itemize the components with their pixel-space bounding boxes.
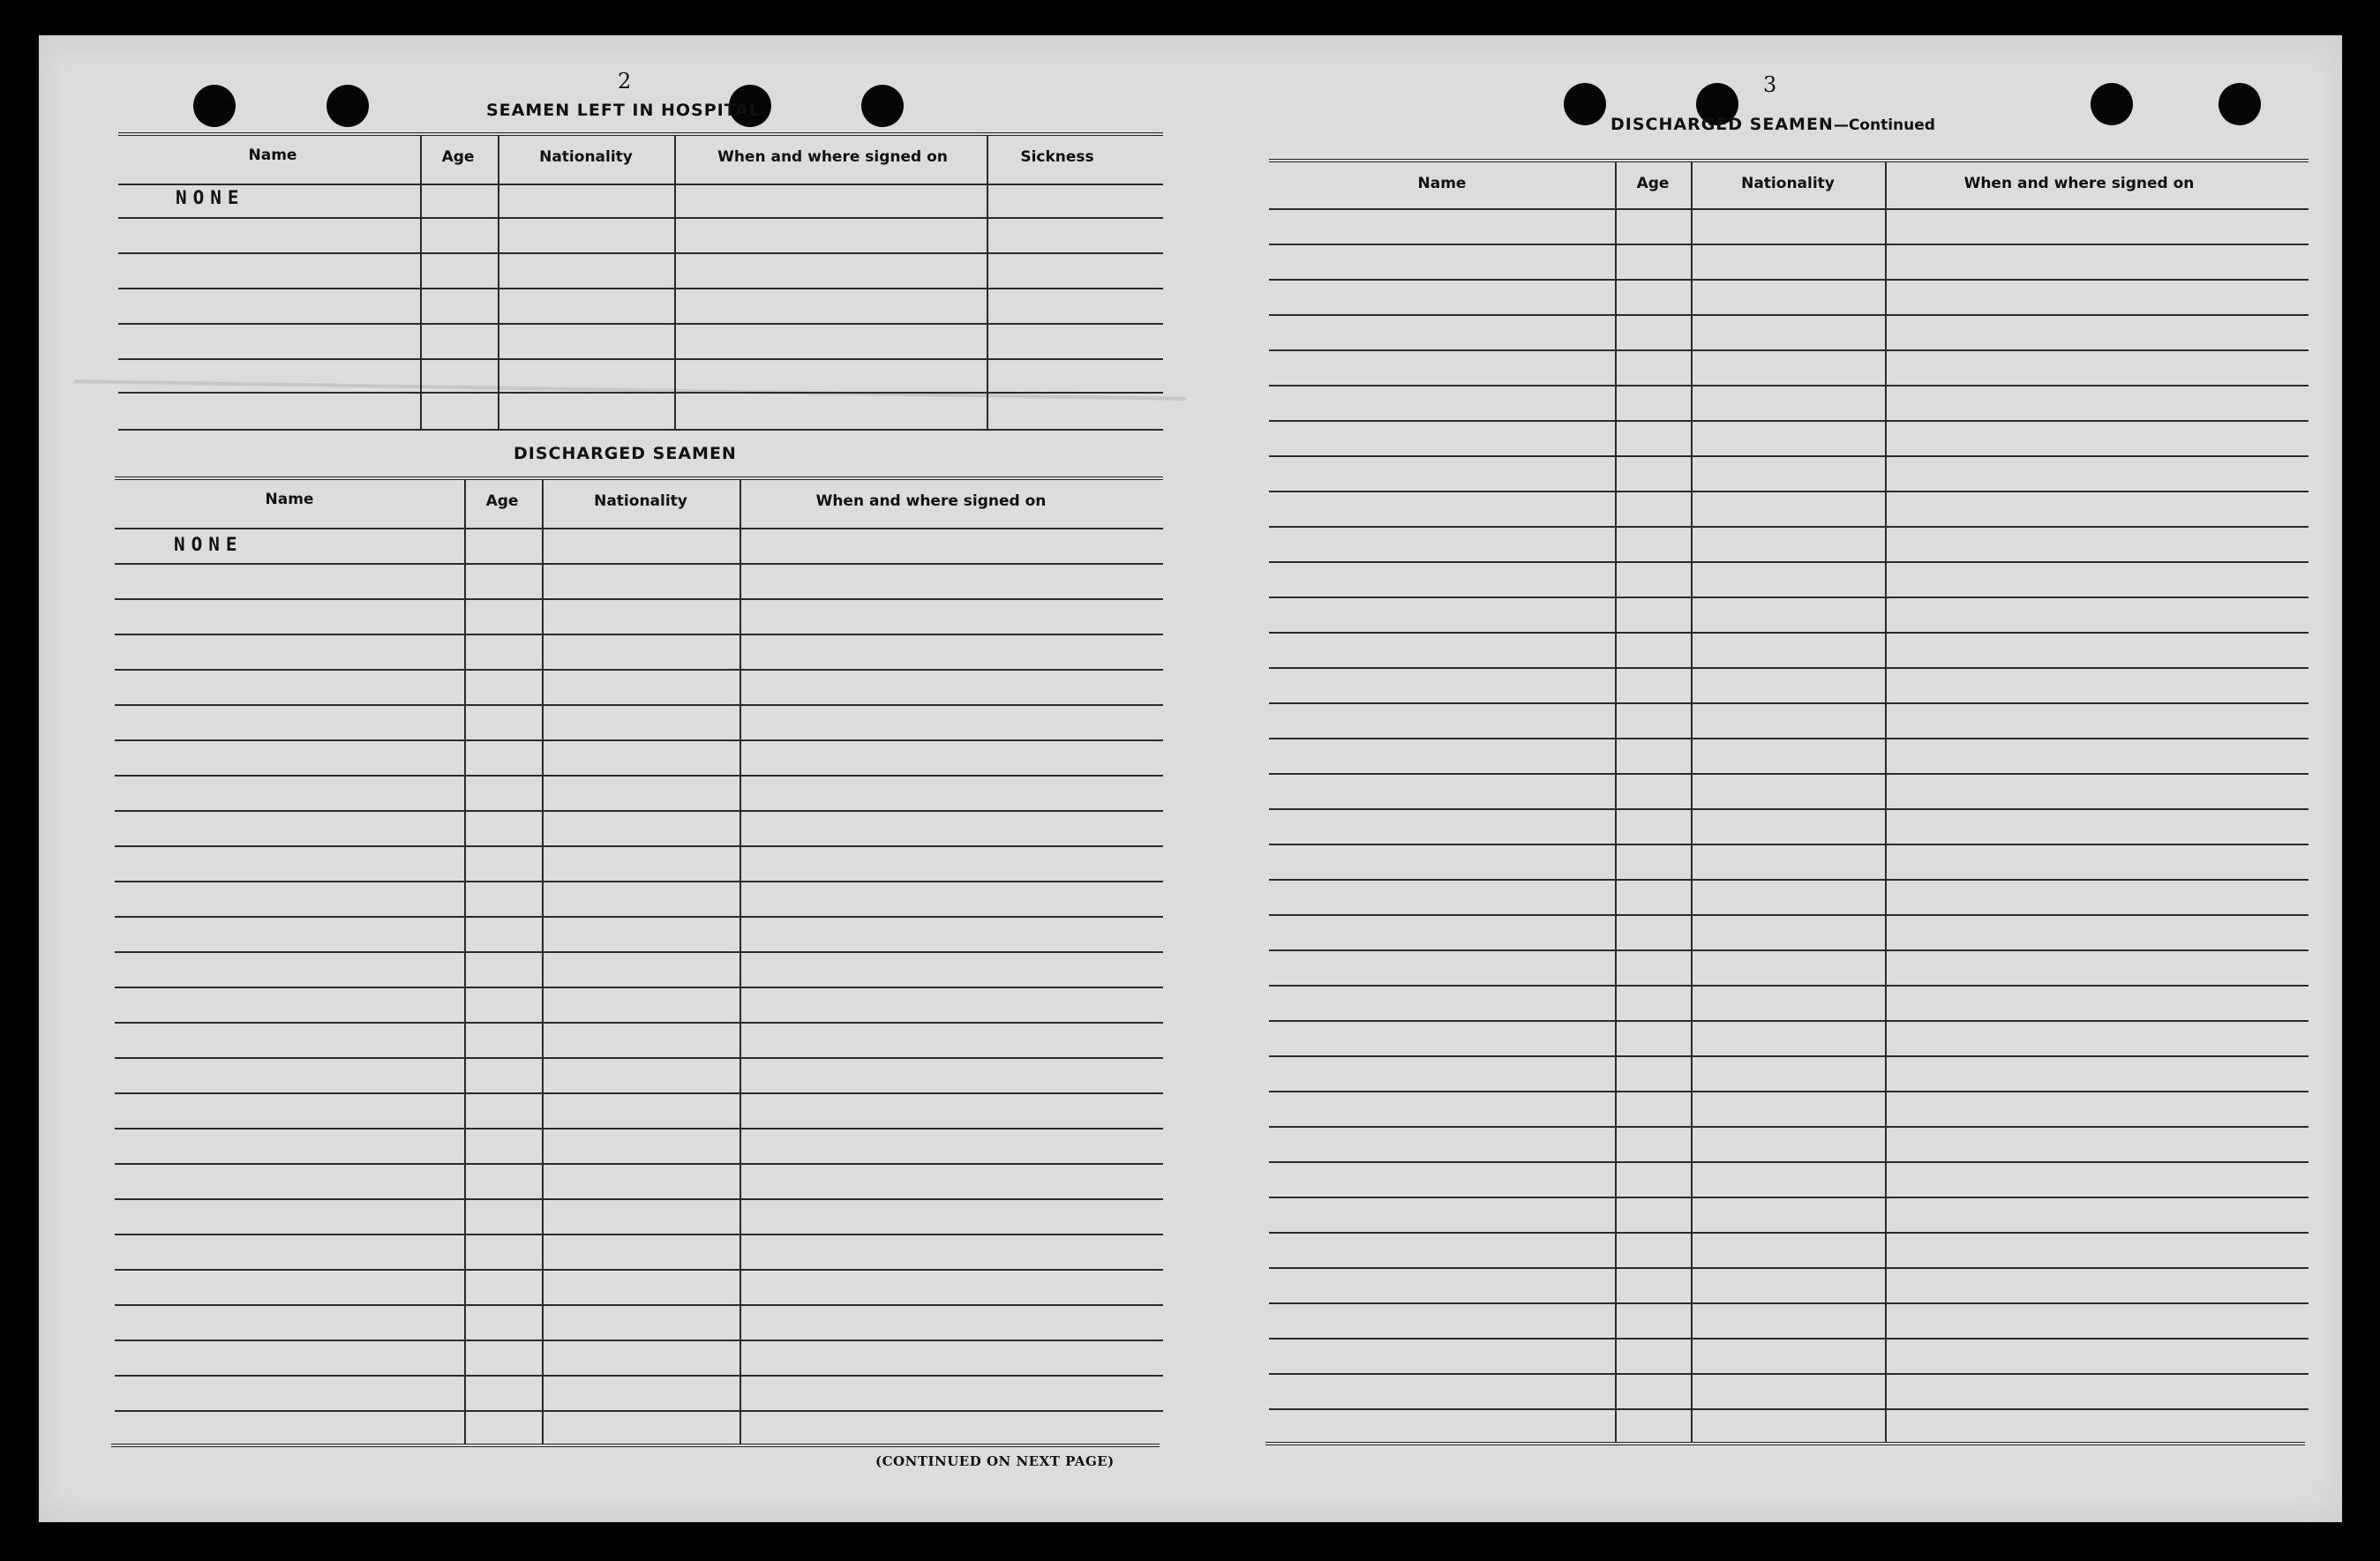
hospital-entry: NONE: [176, 187, 245, 208]
rule-line: [1269, 773, 2309, 775]
col-header-age: Age: [1636, 175, 1670, 192]
punch-hole: [193, 85, 236, 127]
rule-line: [1269, 738, 2309, 739]
rule-line: [1269, 667, 2309, 669]
rule-line: [1269, 1338, 2309, 1340]
rule-line: [118, 184, 1163, 185]
column-line: [1691, 162, 1693, 1442]
rule-line: [1269, 420, 2309, 422]
rule-line: [118, 323, 1163, 325]
rule-line: [115, 1128, 1163, 1129]
col-header-signed-on: When and where signed on: [815, 492, 1047, 510]
rule-line: [118, 252, 1163, 254]
title-continued: —Continued: [1833, 116, 1935, 134]
rule-line: [1269, 879, 2309, 881]
rule-line: [115, 528, 1163, 529]
rule-line: [1269, 561, 2309, 563]
document-sheet: [39, 35, 2342, 1522]
rule-line: [1269, 1091, 2309, 1092]
rule-line: [115, 987, 1163, 988]
column-line: [1615, 162, 1617, 1442]
rule-line: [115, 1304, 1163, 1306]
rule-line: [1269, 244, 2309, 245]
rule-line: [115, 1269, 1163, 1271]
rule-line: [118, 217, 1163, 219]
rule-line: [1269, 1232, 2309, 1234]
column-line: [542, 480, 544, 1444]
rule-line: [1269, 1373, 2309, 1375]
punch-hole: [861, 85, 904, 127]
rule-line: [118, 429, 1163, 431]
page-number: 3: [1763, 72, 1777, 97]
title-main: DISCHARGED SEAMEN: [1610, 115, 1834, 134]
rule-line: [1269, 808, 2309, 810]
rule-line: [115, 669, 1163, 671]
column-line: [498, 136, 499, 429]
col-header-age: Age: [441, 148, 475, 166]
rule-line: [115, 775, 1163, 777]
col-header-nationality: Nationality: [594, 492, 687, 510]
rule-line: [1269, 597, 2309, 598]
continued-note: (CONTINUED ON NEXT PAGE): [875, 1453, 1115, 1469]
rule-line: [1269, 949, 2309, 951]
hospital-table-title: SEAMEN LEFT IN HOSPITAL: [486, 101, 762, 120]
rule-line: [1269, 526, 2309, 528]
rule-line: [118, 358, 1163, 360]
rule-line: [1265, 1442, 2305, 1449]
rule-line: [115, 1375, 1163, 1377]
rule-line: [118, 132, 1163, 139]
punch-hole: [1564, 83, 1606, 125]
rule-line: [1269, 1302, 2309, 1304]
col-header-nationality: Nationality: [539, 148, 633, 166]
paper-fold-line: [74, 379, 1186, 401]
col-header-nationality: Nationality: [1741, 175, 1835, 192]
rule-line: [1269, 1267, 2309, 1269]
discharged-entry: NONE: [174, 534, 244, 555]
rule-line: [1269, 632, 2309, 634]
rule-line: [1269, 385, 2309, 386]
rule-line: [1269, 985, 2309, 987]
column-line: [740, 480, 741, 1444]
rule-line: [115, 845, 1163, 847]
col-header-sickness: Sickness: [1020, 148, 1094, 166]
rule-line: [1269, 702, 2309, 704]
rule-line: [115, 704, 1163, 706]
rule-line: [118, 288, 1163, 289]
rule-line: [115, 739, 1163, 741]
rule-line: [115, 1234, 1163, 1235]
rule-line: [1269, 1020, 2309, 1022]
rule-line: [115, 1410, 1163, 1412]
discharged-table-title: DISCHARGED SEAMEN: [514, 444, 737, 463]
punch-hole: [327, 85, 369, 127]
rule-line: [1269, 1126, 2309, 1128]
rule-line: [1269, 159, 2309, 166]
column-line: [464, 480, 466, 1444]
rule-line: [1269, 1055, 2309, 1057]
rule-line: [115, 1057, 1163, 1059]
rule-line: [115, 916, 1163, 918]
column-line: [674, 136, 676, 429]
rule-line: [1269, 279, 2309, 281]
punch-hole: [2091, 83, 2133, 125]
col-header-name: Name: [265, 491, 314, 508]
rule-line: [115, 881, 1163, 882]
col-header-signed-on: When and where signed on: [717, 148, 948, 166]
rule-line: [115, 1022, 1163, 1024]
col-header-age: Age: [485, 492, 519, 510]
rule-line: [115, 598, 1163, 600]
rule-line: [1269, 1408, 2309, 1410]
rule-line: [115, 1092, 1163, 1094]
punch-hole: [2219, 83, 2261, 125]
column-line: [987, 136, 988, 429]
rule-line: [111, 1444, 1160, 1451]
rule-line: [1269, 1161, 2309, 1163]
rule-line: [1269, 491, 2309, 492]
col-header-name: Name: [248, 146, 297, 164]
rule-line: [115, 1198, 1163, 1200]
rule-line: [115, 477, 1163, 484]
rule-line: [115, 810, 1163, 812]
rule-line: [1269, 914, 2309, 916]
rule-line: [1269, 314, 2309, 316]
rule-line: [1269, 208, 2309, 210]
rule-line: [1269, 349, 2309, 351]
col-header-signed-on: When and where signed on: [1963, 175, 2195, 192]
continued-table-title: [1610, 115, 1935, 134]
page-number: 2: [618, 69, 632, 94]
rule-line: [115, 1163, 1163, 1165]
rule-line: [1269, 1197, 2309, 1198]
rule-line: [115, 634, 1163, 635]
rule-line: [1269, 844, 2309, 845]
rule-line: [115, 563, 1163, 565]
column-line: [1885, 162, 1887, 1442]
rule-line: [115, 1340, 1163, 1341]
col-header-name: Name: [1417, 175, 1467, 192]
rule-line: [1269, 455, 2309, 457]
rule-line: [115, 951, 1163, 953]
rule-line: [118, 392, 1163, 394]
column-line: [420, 136, 422, 429]
